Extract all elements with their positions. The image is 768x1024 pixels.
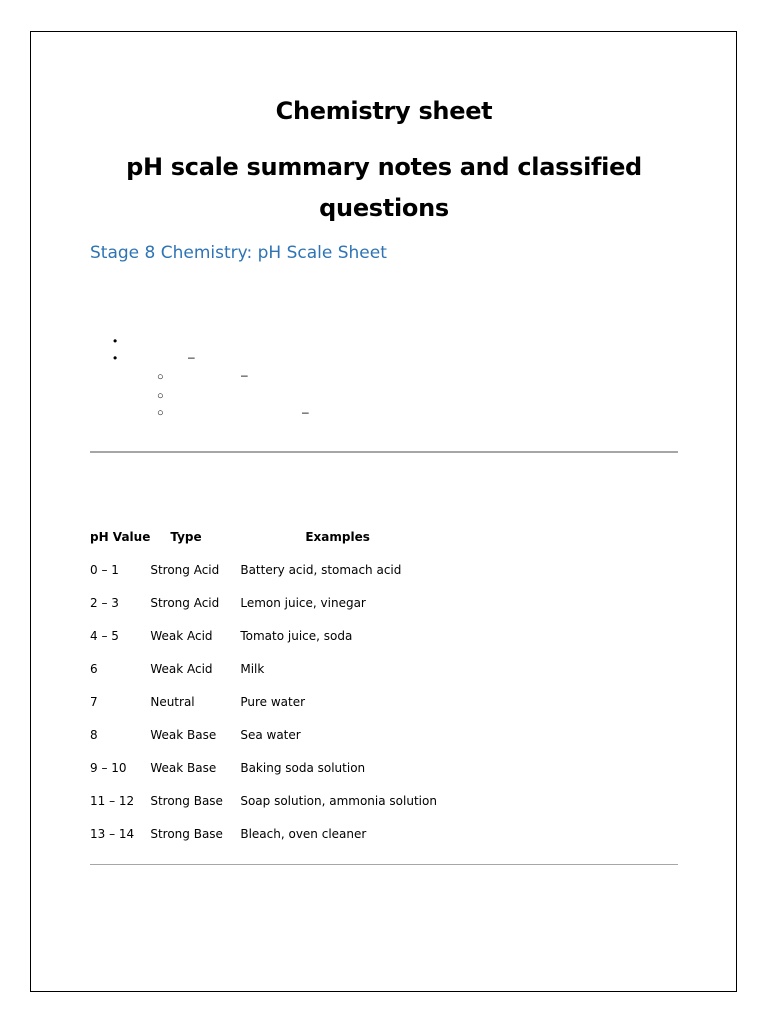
table-row [90,718,545,751]
document-title: Chemistry sheet [275,97,493,125]
cell-ph-value: 2 – 3 [90,595,119,610]
dash-mark: – [241,368,248,382]
cell-examples: Tomato juice, soda [240,628,353,643]
horizontal-rule [90,451,678,453]
cell-type: Weak Base [150,727,217,742]
sub-bullet-marker: ○ [157,390,164,402]
cell-ph-value: 7 [90,694,98,709]
cell-type: Strong Acid [150,562,220,577]
cell-type: Weak Acid [150,628,213,643]
bullet-marker: • [113,334,118,348]
cell-type: Weak Acid [150,661,213,676]
document-subtitle: pH scale summary notes and classified questions [126,153,642,222]
dash-mark: – [302,405,309,419]
table-row [90,553,545,586]
cell-examples: Battery acid, stomach acid [240,562,402,577]
cell-examples: Bleach, oven cleaner [240,826,367,841]
section-heading: Stage 8 Chemistry: pH Scale Sheet [90,243,387,263]
table-header-row [90,520,545,553]
ph-scale-table [90,520,545,850]
table-row [90,817,545,850]
cell-ph-value: 13 – 14 [90,826,135,841]
cell-type: Strong Base [150,826,223,841]
table-row [90,685,545,718]
header-ph-value: pH Value [90,529,151,544]
cell-type: Neutral [150,694,195,709]
cell-type: Strong Base [150,793,223,808]
table-row [90,619,545,652]
horizontal-rule [90,864,678,865]
cell-examples: Soap solution, ammonia solution [240,793,437,808]
header-type: Type [170,529,202,544]
table-row [90,751,545,784]
cell-examples: Sea water [240,727,301,742]
table-row [90,784,545,817]
table-row [90,586,545,619]
cell-ph-value: 4 – 5 [90,628,119,643]
dash-mark: – [188,350,195,364]
header-examples: Examples [305,529,370,544]
cell-ph-value: 9 – 10 [90,760,127,775]
cell-examples: Pure water [240,694,306,709]
cell-ph-value: 11 – 12 [90,793,135,808]
bullet-marker: • [113,351,118,365]
cell-ph-value: 6 [90,661,98,676]
cell-type: Strong Acid [150,595,220,610]
cell-ph-value: 0 – 1 [90,562,119,577]
sub-bullet-marker: ○ [157,407,164,419]
table-row [90,652,545,685]
sub-bullet-marker: ○ [157,371,164,383]
cell-examples: Milk [240,661,265,676]
cell-examples: Baking soda solution [240,760,366,775]
cell-examples: Lemon juice, vinegar [240,595,366,610]
cell-ph-value: 8 [90,727,98,742]
cell-type: Weak Base [150,760,217,775]
